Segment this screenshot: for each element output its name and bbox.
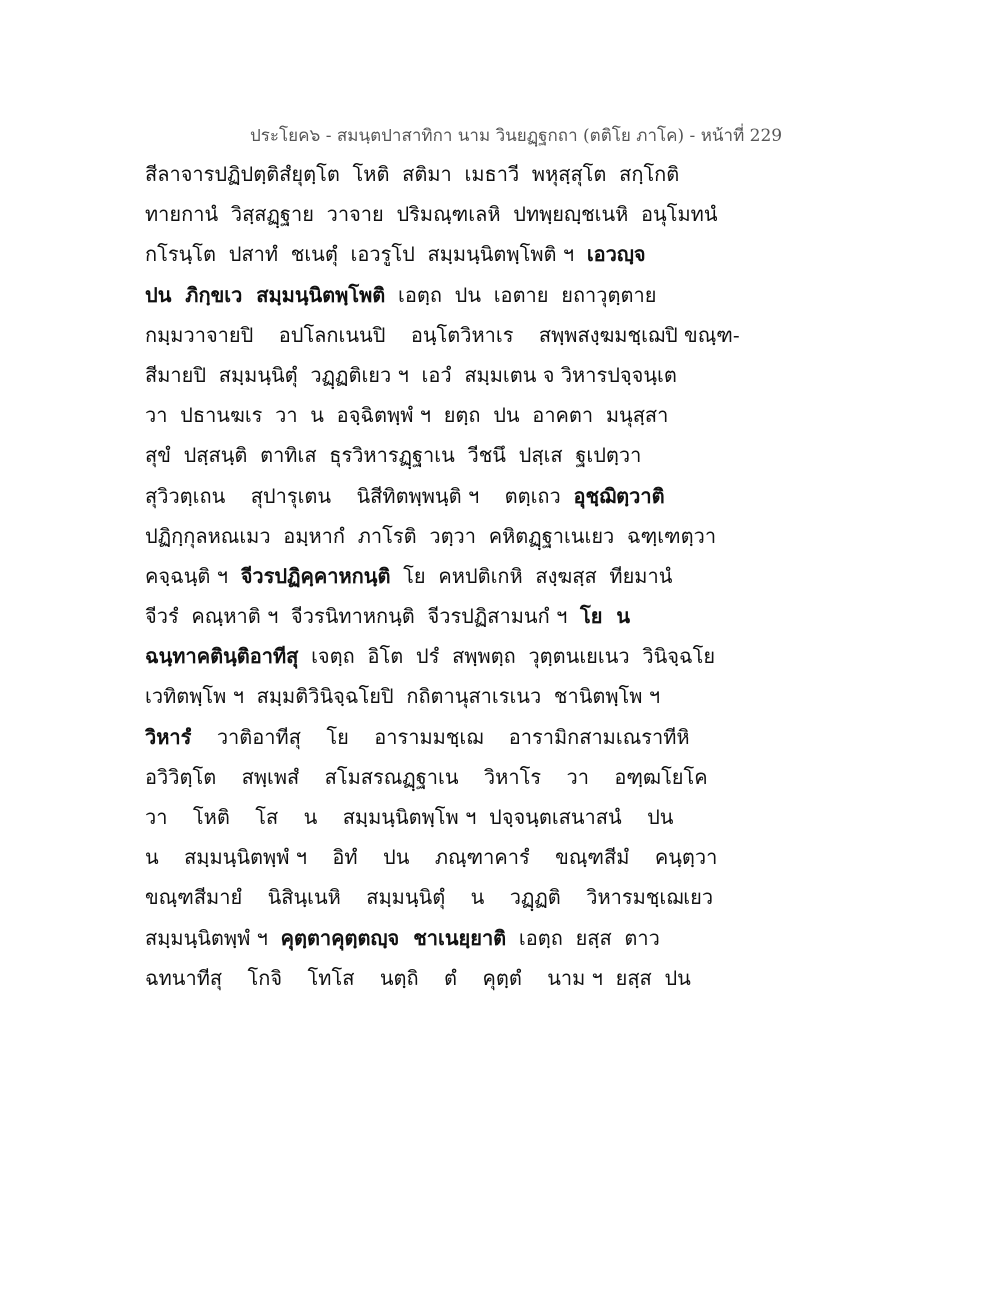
text-segment: เวทิตพฺโพ ฯ สมฺมติวินิจฺฉโยปิ กถิตานุสาเรเนว ชานิตพฺโพ ฯ — [145, 684, 661, 709]
text-line — [145, 480, 865, 520]
bold-phrase: ปน ภิกฺขเว สมฺมนฺนิตพฺโพติ — [145, 282, 386, 307]
text-line — [145, 279, 865, 319]
text-segment: เอตฺถ ยสฺส ตาว — [506, 925, 660, 950]
text-line — [145, 962, 865, 1002]
text-segment: สุขํ ปสฺสนฺติ ตาทิเส ธุรวิหารฏฺฐาเน วีชนึ ปสฺเส ฐเปตฺวา — [145, 443, 642, 468]
text-segment: เอตฺถ ปน เอตาย ยถาวุตฺตาย — [385, 282, 657, 307]
text-segment: วาติอาทีสุ โย อารามมชฺเฌ อารามิกสามเณราทีหิ — [191, 724, 690, 749]
text-segment: สุวิวตฺเถน สุปารุเตน นิสีทิตพฺพนฺติ ฯ ตตฺเถว — [145, 483, 574, 508]
text-segment: คจฺฉนฺติ ฯ — [145, 563, 241, 588]
text-line — [145, 801, 865, 841]
text-line — [145, 319, 865, 359]
text-segment: น สมฺมนฺนิตพฺพํ ฯ อิทํ ปน ภณฺฑาคารํ ขณฺฑสีมํ คนฺตฺวา — [145, 845, 718, 870]
text-segment: ปฏิกฺกุลหณเมว อมฺหากํ ภาโรติ วตฺวา คหิตฏฺฐาเนเยว ฉฑฺเฑตฺวา — [145, 523, 717, 548]
bold-phrase: อุชฺฌิตฺวาติ — [573, 483, 665, 508]
text-line — [145, 600, 865, 640]
text-line — [145, 922, 865, 962]
bold-phrase: คุตฺตาคุตฺตญฺจ ชาเนยฺยาติ — [280, 925, 507, 950]
text-line — [145, 640, 865, 680]
text-segment: ทายกานํ วิสฺสฏฺฐาย วาจาย ปริมณฺฑเลหิ ปทพฺยญฺชเนหิ อนุโมทนํ — [145, 202, 718, 227]
text-line — [145, 359, 865, 399]
text-line — [145, 198, 865, 238]
text-line — [145, 399, 865, 439]
bold-phrase: เอวญฺจ — [586, 242, 646, 267]
body-text — [145, 158, 865, 1002]
text-segment: กโรนฺโต ปสาทํ ชเนตุํ เอวรูโป สมฺมนฺนิตพฺโพติ ฯ — [145, 242, 587, 267]
text-line — [145, 560, 865, 600]
text-segment: สีมายปิ สมฺมนฺนิตุํ วฏฺฏติเยว ฯ เอวํ สมฺมเตน จ วิหารปจฺจนฺเต — [145, 362, 677, 387]
text-line — [145, 721, 865, 761]
text-line — [145, 680, 865, 720]
text-segment: สีลาจารปฏิปตฺติสํยุตฺโต โหติ สติมา เมธาวี พหุสฺสุโต สกฺโกติ — [145, 162, 680, 186]
bold-phrase: ฉนฺทาคตินฺติอาทีสุ — [145, 644, 299, 669]
text-line — [145, 238, 865, 278]
text-segment: โย คหปติเกหิ สงฺฆสฺส ทียมานํ — [390, 563, 673, 588]
text-segment: วา ปธานฆเร วา น อจฺฉิตพฺพํ ฯ ยตฺถ ปน อาคตา มนุสฺสา — [145, 403, 669, 428]
text-segment: วา โหติ โส น สมฺมนฺนิตพฺโพ ฯ ปจฺจนฺตเสนาสนํ ปน — [145, 805, 674, 829]
text-line — [145, 520, 865, 560]
text-line — [145, 158, 865, 198]
text-segment: กมฺมวาจายปิ อปโลกเนนปิ อนฺโตวิหาเร สพฺพสงฺฆมชฺเฌปิ ขณฺฑ- — [145, 322, 740, 347]
text-line — [145, 841, 865, 881]
running-header: ประโยค๖ - สมนฺตปาสาทิกา นาม วินยฏฺฐกถา (ตติโย ภาโค) - หน้าที่ 229 — [250, 126, 783, 146]
text-segment: จีวรํ คณฺหาติ ฯ จีวรนิทาหกนฺติ จีวรปฏิสามนกํ ฯ — [145, 604, 581, 629]
bold-phrase: โย น — [580, 604, 631, 629]
text-segment: สมฺมนฺนิตพฺพํ ฯ — [145, 925, 281, 950]
text-line — [145, 881, 865, 921]
text-segment: ฉทนาทีสุ โกจิ โทโส นตฺถิ ตํ คุตฺตํ นาม ฯ ยสฺส ปน — [145, 965, 691, 990]
text-segment: ขณฺฑสีมายํ นิสินฺเนหิ สมฺมนฺนิตุํ น วฏฺฏติ วิหารมชฺเฌเยว — [145, 885, 714, 910]
text-segment: อวิวิตฺโต สพฺเพสํ สโมสรณฏฺฐาเน วิหาโร วา อฑฺฒโยโค — [145, 764, 708, 789]
bold-phrase: วิหารํ — [145, 724, 192, 749]
text-segment: เจตฺถ อิโต ปรํ สพฺพตฺถ วุตฺตนเยเนว วินิจฺฉโย — [298, 644, 716, 669]
bold-phrase: จีวรปฏิคฺคาหกนฺติ — [240, 563, 391, 588]
text-line — [145, 761, 865, 801]
text-line — [145, 439, 865, 479]
